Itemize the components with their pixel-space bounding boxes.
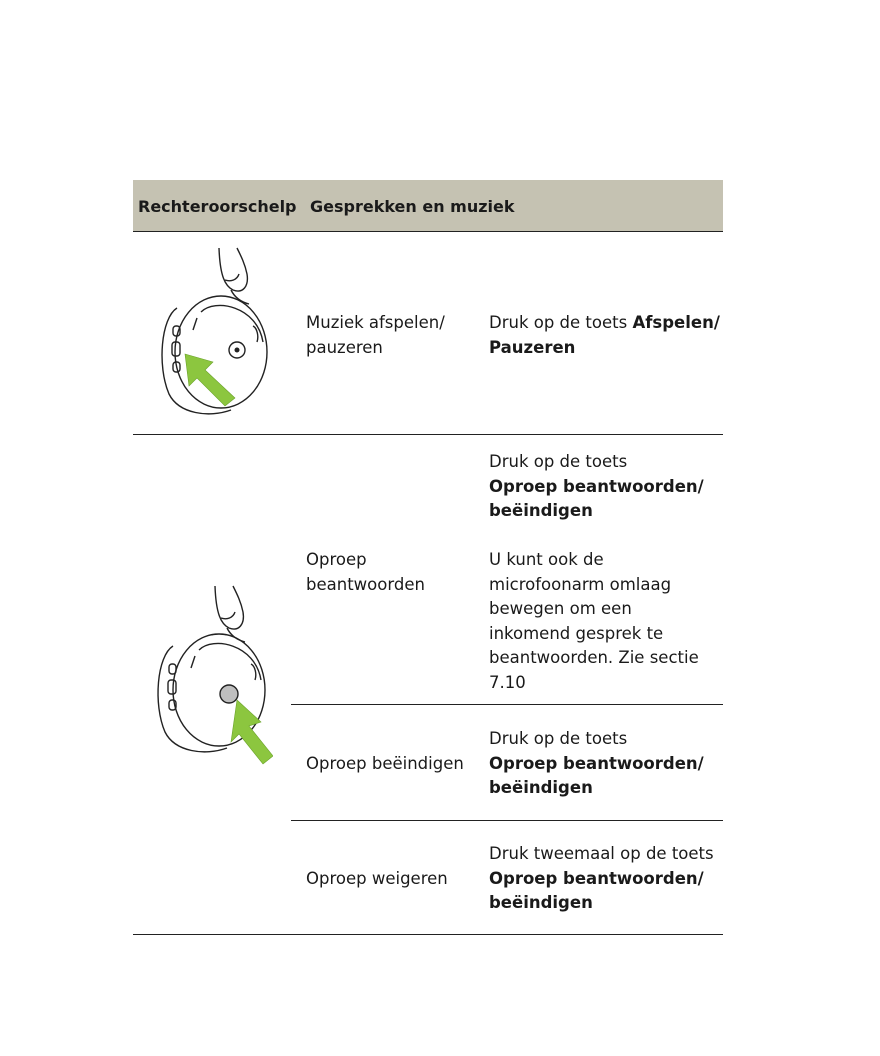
header-col-right-earcup: Rechteroorschelp (138, 197, 297, 216)
headset-play-pause-illustration (153, 246, 273, 418)
divider-row3 (291, 820, 723, 821)
headset-answer-end-illustration (149, 584, 273, 766)
green-arrow-icon (185, 354, 235, 406)
divider-row1 (133, 434, 723, 435)
divider-row2 (291, 704, 723, 705)
row4-action: Oproep weigeren (306, 869, 448, 888)
row3-description: Druk op de toets Oproep beantwoorden/ beëindigen (489, 729, 704, 797)
row2-action: Oproep beantwoorden (306, 550, 425, 594)
header-col-calls-music: Gesprekken en muziek (310, 197, 515, 216)
row1-action: Muziek afspelen/ pauzeren (306, 313, 445, 357)
row1-description: Druk op de toets Afspelen/ Pauzeren (489, 313, 720, 357)
green-arrow-icon (231, 700, 273, 764)
center-button-icon (220, 685, 238, 703)
table-header (133, 180, 723, 232)
divider-table-bottom (133, 934, 723, 935)
row2-description: Druk op de toets Oproep beantwoorden/ beëindigen U kunt ook de microfoonarm omlaag bewegen om een inkomend gesprek te beantwoorden. Zie sectie 7.10 (489, 452, 704, 692)
row4-description: Druk tweemaal op de toets Oproep beantwoorden/ beëindigen (489, 844, 714, 912)
row3-action: Oproep beëindigen (306, 754, 464, 773)
